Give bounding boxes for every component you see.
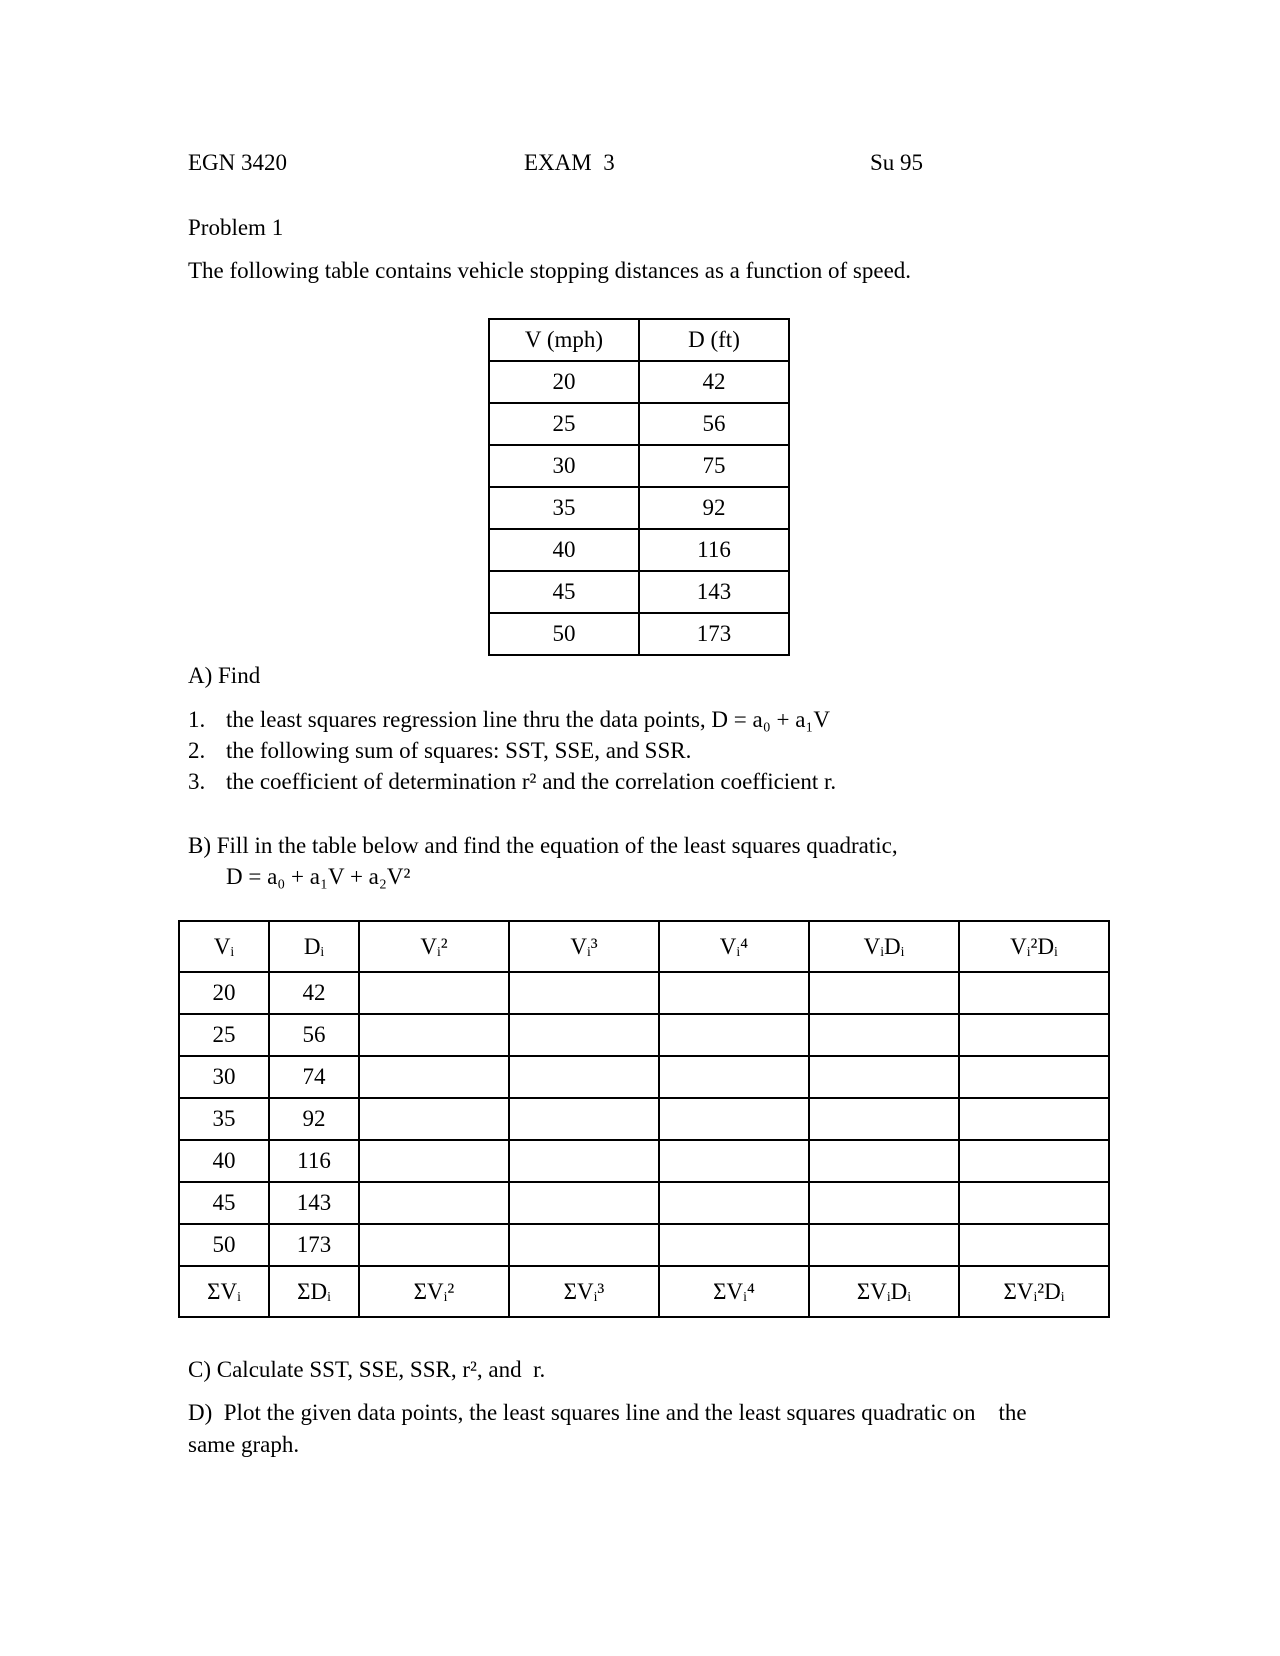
cell-d: 75 bbox=[639, 445, 789, 487]
stopping-distance-table bbox=[488, 318, 790, 656]
blank-cell[interactable] bbox=[809, 1224, 959, 1266]
blank-cell[interactable] bbox=[359, 1182, 509, 1224]
blank-cell[interactable] bbox=[809, 1140, 959, 1182]
blank-cell[interactable] bbox=[809, 972, 959, 1014]
sum-vidi: ΣVᵢDᵢ bbox=[809, 1266, 959, 1317]
cell-v: 35 bbox=[489, 487, 639, 529]
cell-v: 50 bbox=[179, 1224, 269, 1266]
cell-v: 35 bbox=[179, 1098, 269, 1140]
problem-title: Problem 1 bbox=[188, 215, 284, 240]
table-row bbox=[489, 571, 789, 613]
item-text: the coefficient of determination r² and the correlation coefficient r. bbox=[226, 769, 837, 794]
item-text: the following sum of squares: SST, SSE, and SSR. bbox=[226, 738, 692, 763]
sum-di: ΣDᵢ bbox=[269, 1266, 359, 1317]
sum-vi4: ΣVᵢ⁴ bbox=[659, 1266, 809, 1317]
blank-cell[interactable] bbox=[959, 1224, 1109, 1266]
cell-v: 45 bbox=[489, 571, 639, 613]
blank-cell[interactable] bbox=[959, 1014, 1109, 1056]
blank-cell[interactable] bbox=[959, 972, 1109, 1014]
cell-v: 50 bbox=[489, 613, 639, 655]
cell-d: 42 bbox=[269, 972, 359, 1014]
part-a-list bbox=[188, 704, 836, 797]
cell-v: 45 bbox=[179, 1182, 269, 1224]
blank-cell[interactable] bbox=[359, 972, 509, 1014]
cell-d: 173 bbox=[639, 613, 789, 655]
item-number: 3. bbox=[188, 769, 206, 794]
header-vi: Vᵢ bbox=[179, 921, 269, 972]
table-row bbox=[179, 1098, 1109, 1140]
blank-cell[interactable] bbox=[509, 1056, 659, 1098]
table-row bbox=[179, 1224, 1109, 1266]
blank-cell[interactable] bbox=[959, 1098, 1109, 1140]
list-item bbox=[188, 704, 836, 735]
blank-cell[interactable] bbox=[659, 1182, 809, 1224]
item-number: 1. bbox=[188, 707, 206, 732]
sum-vi2: ΣVᵢ² bbox=[359, 1266, 509, 1317]
table-row bbox=[489, 445, 789, 487]
part-c-text: C) Calculate SST, SSE, SSR, r², and r. bbox=[188, 1357, 546, 1382]
table-row bbox=[179, 1140, 1109, 1182]
part-b-equation: D = a₀ + a₁V + a₂V² bbox=[226, 864, 411, 889]
cell-d: 143 bbox=[639, 571, 789, 613]
blank-cell[interactable] bbox=[659, 1056, 809, 1098]
sum-vi2di: ΣVᵢ²Dᵢ bbox=[959, 1266, 1109, 1317]
blank-cell[interactable] bbox=[509, 1098, 659, 1140]
cell-d: 116 bbox=[269, 1140, 359, 1182]
cell-d: 42 bbox=[639, 361, 789, 403]
table-row bbox=[179, 972, 1109, 1014]
blank-cell[interactable] bbox=[509, 1014, 659, 1056]
problem-intro: The following table contains vehicle stopping distances as a function of speed. bbox=[188, 258, 912, 283]
cell-d: 143 bbox=[269, 1182, 359, 1224]
exam-title: EXAM 3 bbox=[524, 150, 615, 175]
part-b-line1: B) Fill in the table below and find the equation of the least squares quadratic, bbox=[188, 833, 898, 858]
list-item bbox=[188, 735, 836, 766]
cell-v: 40 bbox=[179, 1140, 269, 1182]
table-row bbox=[179, 1014, 1109, 1056]
table-row bbox=[489, 361, 789, 403]
blank-cell[interactable] bbox=[659, 1014, 809, 1056]
cell-v: 25 bbox=[179, 1014, 269, 1056]
cell-d: 74 bbox=[269, 1056, 359, 1098]
cell-v: 30 bbox=[489, 445, 639, 487]
course-code: EGN 3420 bbox=[188, 150, 288, 175]
blank-cell[interactable] bbox=[809, 1098, 959, 1140]
blank-cell[interactable] bbox=[659, 1098, 809, 1140]
blank-cell[interactable] bbox=[359, 1140, 509, 1182]
cell-v: 20 bbox=[489, 361, 639, 403]
blank-cell[interactable] bbox=[509, 1224, 659, 1266]
blank-cell[interactable] bbox=[509, 1182, 659, 1224]
cell-d: 56 bbox=[639, 403, 789, 445]
blank-cell[interactable] bbox=[809, 1182, 959, 1224]
table-row bbox=[179, 1182, 1109, 1224]
header-vi2: Vᵢ² bbox=[359, 921, 509, 972]
table-row bbox=[489, 403, 789, 445]
item-number: 2. bbox=[188, 738, 206, 763]
table-header-row bbox=[489, 319, 789, 361]
header-vi4: Vᵢ⁴ bbox=[659, 921, 809, 972]
header-vi2di: Vᵢ²Dᵢ bbox=[959, 921, 1109, 972]
sum-row bbox=[179, 1266, 1109, 1317]
cell-d: 92 bbox=[639, 487, 789, 529]
blank-cell[interactable] bbox=[659, 1140, 809, 1182]
header-speed: V (mph) bbox=[489, 319, 639, 361]
blank-cell[interactable] bbox=[509, 972, 659, 1014]
blank-cell[interactable] bbox=[659, 1224, 809, 1266]
list-item bbox=[188, 766, 836, 797]
cell-d: 56 bbox=[269, 1014, 359, 1056]
cell-v: 40 bbox=[489, 529, 639, 571]
blank-cell[interactable] bbox=[809, 1014, 959, 1056]
term: Su 95 bbox=[870, 150, 924, 175]
header-vidi: VᵢDᵢ bbox=[809, 921, 959, 972]
table-row bbox=[489, 487, 789, 529]
blank-cell[interactable] bbox=[359, 1014, 509, 1056]
cell-d: 92 bbox=[269, 1098, 359, 1140]
header-vi3: Vᵢ³ bbox=[509, 921, 659, 972]
quadratic-fit-table bbox=[178, 920, 1110, 1318]
blank-cell[interactable] bbox=[359, 1098, 509, 1140]
blank-cell[interactable] bbox=[359, 1056, 509, 1098]
part-d-line2: same graph. bbox=[188, 1432, 300, 1457]
part-a-label: A) Find bbox=[188, 663, 261, 688]
sum-vi: ΣVᵢ bbox=[179, 1266, 269, 1317]
blank-cell[interactable] bbox=[959, 1140, 1109, 1182]
blank-cell[interactable] bbox=[659, 972, 809, 1014]
table-row bbox=[489, 613, 789, 655]
table-header-row bbox=[179, 921, 1109, 972]
blank-cell[interactable] bbox=[809, 1056, 959, 1098]
table-row bbox=[179, 1056, 1109, 1098]
cell-d: 173 bbox=[269, 1224, 359, 1266]
cell-d: 116 bbox=[639, 529, 789, 571]
sum-vi3: ΣVᵢ³ bbox=[509, 1266, 659, 1317]
cell-v: 25 bbox=[489, 403, 639, 445]
cell-v: 30 bbox=[179, 1056, 269, 1098]
cell-v: 20 bbox=[179, 972, 269, 1014]
header-distance: D (ft) bbox=[639, 319, 789, 361]
header-di: Dᵢ bbox=[269, 921, 359, 972]
blank-cell[interactable] bbox=[509, 1140, 659, 1182]
blank-cell[interactable] bbox=[959, 1182, 1109, 1224]
table-row bbox=[489, 529, 789, 571]
blank-cell[interactable] bbox=[359, 1224, 509, 1266]
part-d-line1: D) Plot the given data points, the least squares line and the least squares quadratic on the bbox=[188, 1400, 1027, 1425]
item-text: the least squares regression line thru the data points, D = a₀ + a₁V bbox=[226, 707, 831, 732]
blank-cell[interactable] bbox=[959, 1056, 1109, 1098]
